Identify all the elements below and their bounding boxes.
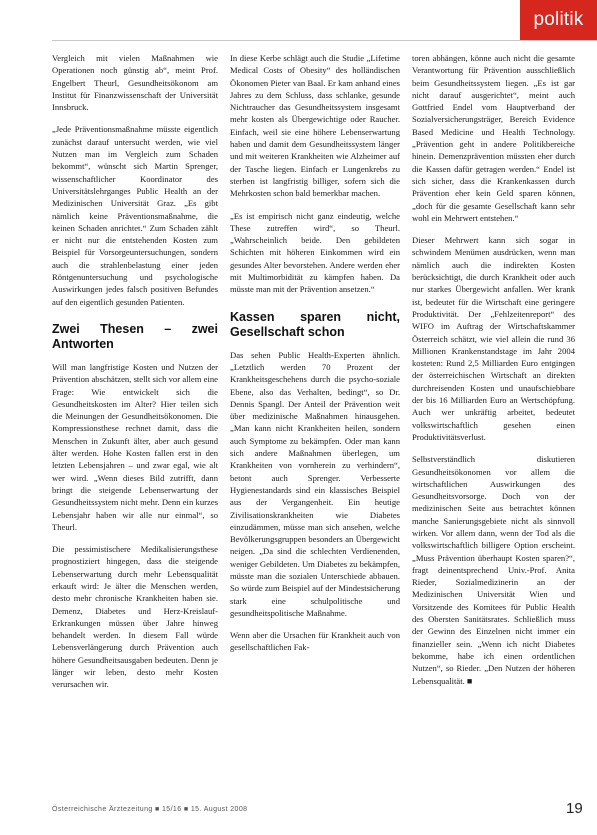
section-heading: Kassen sparen nicht, Gesellschaft schon [230, 309, 400, 339]
paragraph: Will man langfristige Kosten und Nutzen der Prävention abschätzen, stellt sich vor allem eine Frage: Wie entwickelt sich die Gesundheitskosten im Alter? Hier teilen sich die Meinungen der Gesundheitsökonomen. Die Kompressionsthese rechnet damit, dass die Menschen in Zukunft älter, aber auch gesund älter werden. Hohe Kosten fallen erst in den letzten Lebensjahren – und zwar egal, wie alt wer wird. „Wenn dieses Bild zutrifft, dann bringt die steigende Lebenserwartung der Gesundheitssystem nicht mehr. Denn ein kurzes Lebensjahr haben wir alle nur einmal“, so Theurl. [52, 361, 218, 532]
paragraph: Dieser Mehrwert kann sich sogar in schwindem Menümen ausdrücken, wenn man nämlich auch die indirekten Kosten berücksichtigt, die durch Krankheit oder auch nur starkes Übergewicht anfallen. Wer krank ist, bedeutet für die Wirtschaft eine geringere Produktivität. Der „Fehlzeitenreport“ des WIFO im Auftrag der Wirtschaftskammer Österreich schätzt, wie viel allein die rund 36 Millionen Krankenstandstage im Jahr 2004 kosteten: Rund 2,5 Milliarden Euro entgingen der österreichischen Wirtschaft an direkten durchreisenden Kosten und unaufschiebbare der bis 16 Milliarden Euro an Wertschöpfung. Auch wer unkräftig arbeitet, bedeutet volkswirtschaftlich gesehen einen Produktivitätsverlust. [412, 235, 575, 442]
paragraph: Wenn aber die Ursachen für Krankheit auch von gesellschaftlichen Fak- [230, 630, 400, 653]
paragraph [412, 453, 575, 687]
paragraph-text: Selbstverständlich diskutieren Gesundheitsökonomen vor allem die wirtschaftlichen Auswirkungen des Gesundheitsvorsorge. Doch von der medizinischen Seite aus betrachtet können manche Sanierungsgebiete nicht als sinnvoll wirken. Vor allem dann, wenn der Tod als die volkswirtschaftlich billigere Option erscheint. „Muss Prävention überhaupt Kosten sparen?“, fragt deinentsprechend Univ.-Prof. Anita Rieder, Sozialmedizinerin an der Medizinischen Universität Wien und Vorsitzende des Komitees für Public Health des Obersten Sanitätsrates. Schließlich muss der Gewinn des Einzelnen nicht immer ein finanzieller sein. „Wenn ich nicht Diabetes bekomme, habe ich einen ordentlichen Nutzen“, so Rieder. „Den Nutzen der höheren Lebensqualität. [412, 454, 575, 686]
section-tab-politik: politik [520, 0, 597, 40]
column-2 [230, 52, 400, 664]
paragraph: In diese Kerbe schlägt auch die Studie „Lifetime Medical Costs of Obesity“ des holländischen Ökonomen Pieter van Baal. Er kam anhand eines Jahres zu dem Schluss, dass schlanke, gesunde Nichtraucher das Gesundheitssystem insgesamt mehr kosten als Übergewichtige oder Raucher. Einfach, weil sie eine höhere Lebenserwartung haben und damit dem Gesundheitssystem länger und mit weiteren Krankheiten wie Alzheimer auf der Tasche liegen. Einfach er Lungenkrebs zu sterben ist langfristig billiger, sofern sich die Mehrkosten schon bald bemerkbar machen. [230, 53, 400, 199]
paragraph: Die pessimistischere Medikalisierungsthese prognostiziert hingegen, dass die steigende Lebenserwartung durch mehr Lebensqualität erkauft wird: Je älter die Menschen werden, desto mehr chronische Krankheiten haben sie. Demenz, Diabetes und Herz-Kreislauf-Erkrankungen müssen über Jahre hinweg behandelt werden. In diesem Fall würde Lebensverlängerung durch Prävention auch höhere Gesundheitsausgaben bedeuten. Denn je länger wir leben, desto mehr Kosten verursachen wir. [52, 544, 218, 690]
section-heading: Zwei Thesen – zwei Antworten [52, 321, 218, 351]
page-number: 19 [566, 800, 583, 817]
paragraph: „Jede Präventionsmaßnahme müsste eigentlich zunächst darauf untersucht werden, wie viel Nutzen man im Vergleich zum Schaden bekommt“, wünscht sich Martin Sprenger, wissenschaftlicher Koordinator des Universitätslehrganges Public Health an der Medizinischen Universität Graz. „Es gibt nämlich keine Präventionsmaßnahme, die keinen Schaden anrichtet.“ Zum Schaden zählt er nicht nur die entstehenden Kosten zum Beispiel für Vorsorgeuntersuchungen, sondern auch die strahlenbelastung einer jeden Röntgenuntersuchung und psychologische Auswirkungen jedes falsch positiven Befundes auf den eigentlich gesunden Patienten. [52, 124, 218, 307]
column-3 [412, 52, 575, 697]
paragraph: Das sehen Public Health-Experten ähnlich. „Letztlich werden 70 Prozent der Krankheitsgeschehens durch die psycho-soziale Ebene, also das Verhalten, bedingt“, so Dr. Dennis Spangl. Der Anteil der Prävention weit über medizinische Maßnahmen hinausgehen. „Man kann nicht Krankheiten heilen, sondern auch Symptome zu bekämpfen. Oder man kann sich andere Maßnahmen überlegen, um Krankheiten von vornherein zu verhindern“, betont auch Sprenger. Verbesserte Hygienestandards sind ein klassisches Beispiel aus der Vergangenheit. Ein heutige Zivilisationskrankheiten wie Diabetes einzudämmen, müsse man sich ansehen, welche Bevölkerungsgruppen besonders an Übergewicht neigen. „Da sind die schlechten Verdienenden, weniger Gebildeten. Um Diabetes zu bekämpfen, müsste man die sozialen Unterschiede abbauen. So würde zum Beispiel auf der Mindestsicherung stark eine schulpolitische und gesundheitspolitische Maßnahme. [230, 349, 400, 618]
header-rule [52, 40, 597, 41]
paragraph: „Es ist empirisch nicht ganz eindeutig, welche These zutreffen wird“, so Theurl. „Wahrscheinlich beide. Den gebildeten Schichten mit höheren Einkommen wird ein gesundes Alter bevorstehen. Andere werden eher mit Multimorbidität zu kämpfen haben. Da müsste man mit der Prävention ansetzen.“ [230, 210, 400, 295]
paragraph: Vergleich mit vielen Maßnahmen wie Operationen noch günstig ab“, meint Prof. Engelbert Theurl, Gesundheitsökonom am Institut für Finanzwissenschaft der Universität Innsbruck. [52, 53, 218, 113]
footer-publication-line: Österreichische Ärztezeitung ■ 15/16 ■ 15. August 2008 [52, 806, 248, 813]
paragraph: toren abhängen, könne auch nicht die gesamte Verantwortung für Prävention ausschließlich beim Gesundheitssystem liegen. „Es ist gar nicht darauf ausgerichtet“, meint auch Gottfried Endel vom Hauptverband der Sozialversicherungsträger, Bereich Evidence Based Medicine und Health Technology. „Prävention geht in andere Politikbereiche hinein. Demenzprävention müssten eher durch die Kassen dafür getragen werden.“ Endel ist sich sicher, dass die Krankenkassen durch Prävention eher kein Geld sparen können, „doch für die gesamte Gesellschaft kann sehr wohl ein Mehrwert entstehen.“ [412, 53, 575, 223]
end-of-article-mark: ■ [466, 675, 473, 686]
column-1 [52, 52, 218, 701]
